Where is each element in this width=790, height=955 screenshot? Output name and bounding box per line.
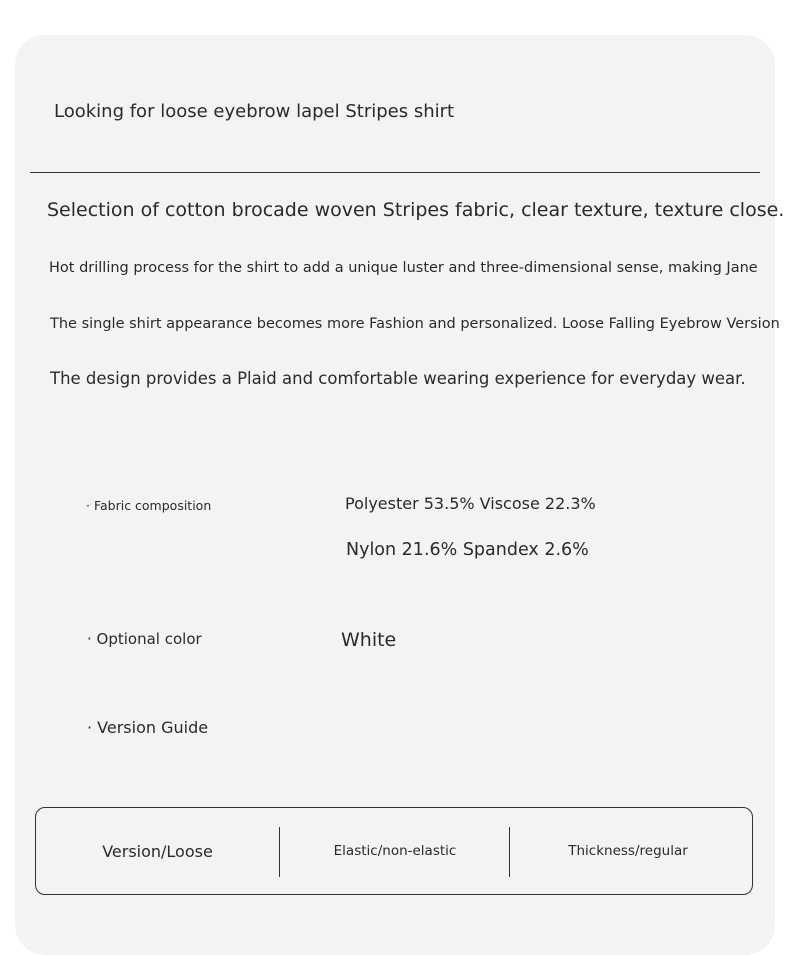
fabric-composition-value-2: Nylon 21.6% Spandex 2.6% xyxy=(346,540,589,560)
fabric-composition-label: · Fabric composition xyxy=(86,498,212,513)
description-line-2: Hot drilling process for the shirt to add a unique luster and three-dimensional sense, making Jane xyxy=(49,260,758,276)
thickness-cell: Thickness/regular xyxy=(568,843,688,859)
title-divider xyxy=(30,172,760,173)
description-line-1: Selection of cotton brocade woven Stripes fabric, clear texture, texture close. xyxy=(47,199,785,221)
optional-color-value: White xyxy=(341,629,397,651)
product-title: Looking for loose eyebrow lapel Stripes shirt xyxy=(54,101,455,122)
version-guide-table xyxy=(35,807,753,895)
description-line-4: The design provides a Plaid and comfortable wearing experience for everyday wear. xyxy=(50,369,746,388)
description-line-3: The single shirt appearance becomes more Fashion and personalized. Loose Falling Eyebrow Version xyxy=(50,316,780,332)
optional-color-label: · Optional color xyxy=(87,630,202,648)
version-guide-label: · Version Guide xyxy=(87,718,209,737)
fabric-composition-value-1: Polyester 53.5% Viscose 22.3% xyxy=(345,494,596,513)
version-cell: Version/Loose xyxy=(102,841,213,861)
elastic-cell: Elastic/non-elastic xyxy=(333,843,457,859)
